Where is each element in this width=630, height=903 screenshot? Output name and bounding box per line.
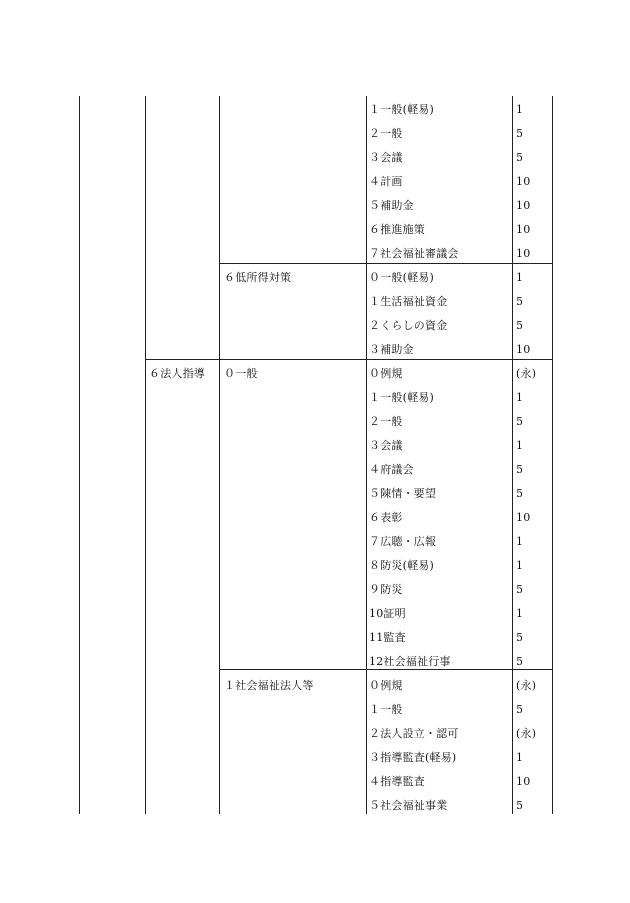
table-cell: 5 [516, 487, 524, 500]
table-cell: １一般(軽易) [369, 391, 434, 404]
table-cell: ０例規 [369, 679, 403, 692]
table-cell: ０一般(軽易) [369, 271, 434, 284]
table-cell: ３会議 [369, 151, 403, 164]
table-cell: ９防災 [369, 583, 403, 596]
group-divider-corporate-guidance [145, 359, 553, 360]
table-cell: 1 [516, 607, 524, 620]
table-cell: 5 [516, 415, 524, 428]
table-cell: ７社会福祉審議会 [369, 247, 459, 260]
table-cell: 10 [516, 175, 531, 188]
table-cell: ２法人設立・認可 [369, 727, 459, 740]
table-cell: 10 [516, 775, 531, 788]
table-cell: 1 [516, 439, 524, 452]
table-cell: ６低所得対策 [224, 271, 292, 284]
group-divider-low-income [219, 263, 553, 264]
table-cell: 1 [516, 103, 524, 116]
table-cell: 10証明 [369, 607, 406, 620]
table-cell: ６表彰 [369, 511, 403, 524]
table-cell: ０一般 [224, 367, 258, 380]
table-cell: (永) [516, 367, 537, 380]
table-cell: ５補助金 [369, 199, 414, 212]
column-rule-6 [552, 96, 553, 814]
table-cell: (永) [516, 727, 537, 740]
table-cell: ７広聴・広報 [369, 535, 437, 548]
table-cell: 5 [516, 703, 524, 716]
table-cell: 1 [516, 535, 524, 548]
group-divider-social-welfare-corp [219, 669, 553, 670]
column-rule-4 [366, 96, 367, 814]
table-cell: ５社会福祉事業 [369, 799, 448, 812]
table-cell: １一般 [369, 703, 403, 716]
table-cell: ４府議会 [369, 463, 414, 476]
table-cell: ０例規 [369, 367, 403, 380]
table-cell: ６法人指導 [149, 367, 205, 380]
column-rule-5 [512, 96, 513, 814]
column-rule-3 [219, 96, 220, 814]
table-cell: ４指導監査 [369, 775, 425, 788]
table-cell: 1 [516, 559, 524, 572]
table-cell: 10 [516, 199, 531, 212]
table-cell: ３会議 [369, 439, 403, 452]
table-cell: 5 [516, 799, 524, 812]
table-cell: 10 [516, 511, 531, 524]
table-cell: ４計画 [369, 175, 403, 188]
table-cell: 10 [516, 247, 531, 260]
table-cell: 5 [516, 319, 524, 332]
table-cell: ２一般 [369, 415, 403, 428]
table-cell: 5 [516, 655, 524, 668]
table-cell: 5 [516, 631, 524, 644]
table-cell: 5 [516, 127, 524, 140]
table-cell: 5 [516, 463, 524, 476]
table-cell: 1 [516, 391, 524, 404]
table-cell: １一般(軽易) [369, 103, 434, 116]
column-rule-2 [145, 96, 146, 814]
table-cell: 1 [516, 751, 524, 764]
table-cell: 10 [516, 343, 531, 356]
table-cell: 12社会福祉行事 [369, 655, 451, 668]
table-cell: １生活福祉資金 [369, 295, 448, 308]
table-cell: 5 [516, 151, 524, 164]
table-cell: 1 [516, 271, 524, 284]
table-cell: 10 [516, 223, 531, 236]
table-cell: ５陳情・要望 [369, 487, 437, 500]
table-cell: ２くらしの資金 [369, 319, 448, 332]
table-cell: ３補助金 [369, 343, 414, 356]
table-cell: 11監査 [369, 631, 406, 644]
table-cell: ８防災(軽易) [369, 559, 434, 572]
table-cell: 5 [516, 583, 524, 596]
table-cell: ２一般 [369, 127, 403, 140]
table-cell: 5 [516, 295, 524, 308]
table-cell: (永) [516, 679, 537, 692]
table-cell: １社会福祉法人等 [224, 679, 314, 692]
table-cell: ３指導監査(軽易) [369, 751, 457, 764]
column-rule-1 [79, 96, 80, 814]
table-cell: ６推進施策 [369, 223, 425, 236]
